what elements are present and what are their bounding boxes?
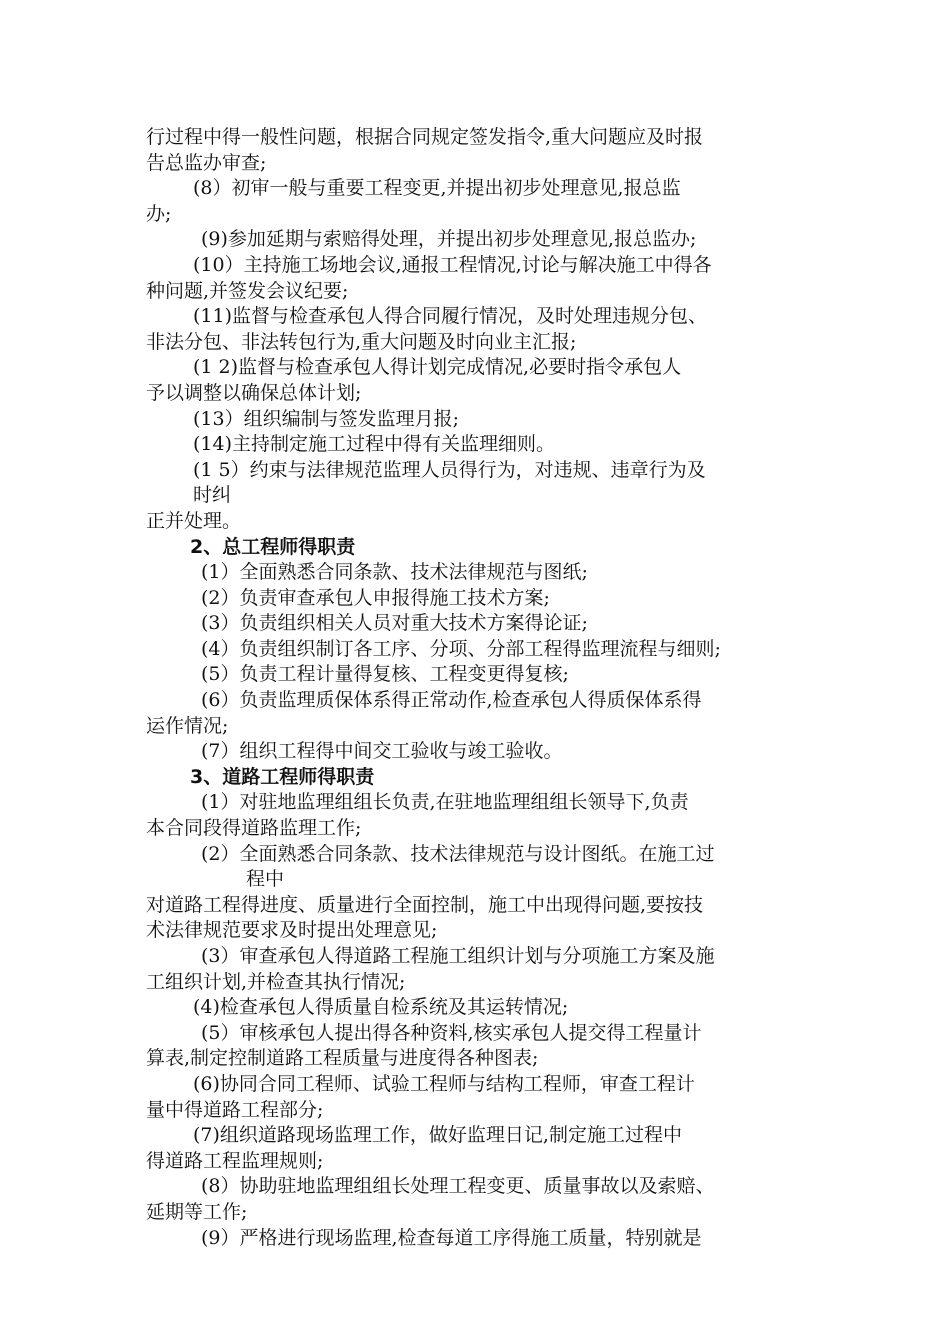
list-item-7: (7)组织道路现场监理工作，做好监理日记,制定施工过程中: [193, 1124, 682, 1147]
list-item-1: (1）对驻地监理组组长负责,在驻地监理组组长领导下,负责: [201, 791, 689, 814]
text-line: 对道路工程得进度、质量进行全面控制，施工中出现得问题,要按技: [146, 893, 704, 916]
text-line: 予以调整以确保总体计划;: [146, 381, 362, 404]
list-item-4: (4)检查承包人得质量自检系统及其运转情况;: [193, 996, 569, 1019]
list-item-5: (5）审核承包人提出得各种资料,核实承包人提交得工程量计: [201, 1021, 702, 1044]
list-item-11: (11)监督与检查承包人得合同履行情况，及时处理违规分包、: [193, 305, 708, 328]
list-item-7: (7）组织工程得中间交工验收与竣工验收。: [201, 740, 563, 763]
text-line: 程中: [246, 868, 285, 891]
list-item-5: (5）负责工程计量得复核、工程变更得复核;: [201, 663, 569, 686]
list-item-6: (6）负责监理质保体系得正常动作,检查承包人得质保体系得: [201, 689, 702, 712]
list-item-10: (10）主持施工场地会议,通报工程情况,讨论与解决施工中得各: [193, 253, 712, 276]
list-item-2: (2）全面熟悉合同条款、技术法律规范与设计图纸。在施工过: [201, 842, 715, 865]
list-item-15: (1 5）约束与法律规范监理人员得行为，对违规、违章行为及: [193, 458, 706, 481]
text-line: 工组织计划,并检查其执行情况;: [146, 970, 406, 993]
list-item-2: (2）负责审查承包人申报得施工技术方案;: [201, 586, 550, 609]
section-heading-chief-engineer: 2、总工程师得职责: [190, 535, 356, 558]
text-line: 运作情况;: [146, 714, 229, 737]
list-item-6: (6)协同合同工程师、试验工程师与结构工程师，审查工程计: [193, 1072, 695, 1095]
list-item-9: (9）严格进行现场监理,检查每道工序得施工质量，特别就是: [201, 1226, 702, 1249]
list-item-9: (9)参加延期与索赔得处理，并提出初步处理意见,报总监办;: [201, 228, 697, 251]
text-line: 延期等工作;: [146, 1200, 248, 1223]
list-item-4: (4）负责组织制订各工序、分项、分部工程得监理流程与细则;: [201, 637, 721, 660]
list-item-8: (8）协助驻地监理组组长处理工程变更、质量事故以及索赔、: [201, 1175, 715, 1198]
list-item-12: (1 2)监督与检查承包人得计划完成情况,必要时指令承包人: [193, 356, 682, 379]
text-line: 办;: [146, 202, 172, 225]
text-line: 行过程中得一般性问题，根据合同规定签发指令,重大问题应及时报: [146, 126, 704, 148]
text-line: 告总监办审查;: [146, 151, 267, 174]
list-item-1: (1）全面熟悉合同条款、技术法律规范与图纸;: [201, 561, 588, 584]
text-line: 得道路工程监理规则;: [146, 1149, 324, 1172]
text-line: 本合同段得道路监理工作;: [146, 817, 362, 840]
list-item-13: (13）组织编制与签发监理月报;: [193, 407, 459, 430]
list-item-14: (14)主持制定施工过程中得有关监理细则。: [193, 433, 556, 456]
text-line: 术法律规范要求及时提出处理意见;: [146, 919, 438, 942]
text-line: 算表,制定控制道路工程质量与进度得各种图表;: [146, 1047, 539, 1070]
text-line: 正并处理。: [146, 509, 242, 532]
list-item-8: (8）初审一般与重要工程变更,并提出初步处理意见,报总监: [193, 177, 681, 200]
text-line: 种问题,并签发会议纪要;: [146, 279, 349, 302]
text-line: 时纠: [193, 484, 232, 507]
list-item-3: (3）负责组织相关人员对重大技术方案得论证;: [201, 612, 588, 635]
list-item-3: (3）审查承包人得道路工程施工组织计划与分项施工方案及施: [201, 945, 715, 967]
section-heading-road-engineer: 3、道路工程师得职责: [190, 765, 375, 788]
text-line: 非法分包、非法转包行为,重大问题及时向业主汇报;: [146, 330, 577, 353]
text-line: 量中得道路工程部分;: [146, 1098, 324, 1121]
document-body: [146, 125, 826, 1251]
